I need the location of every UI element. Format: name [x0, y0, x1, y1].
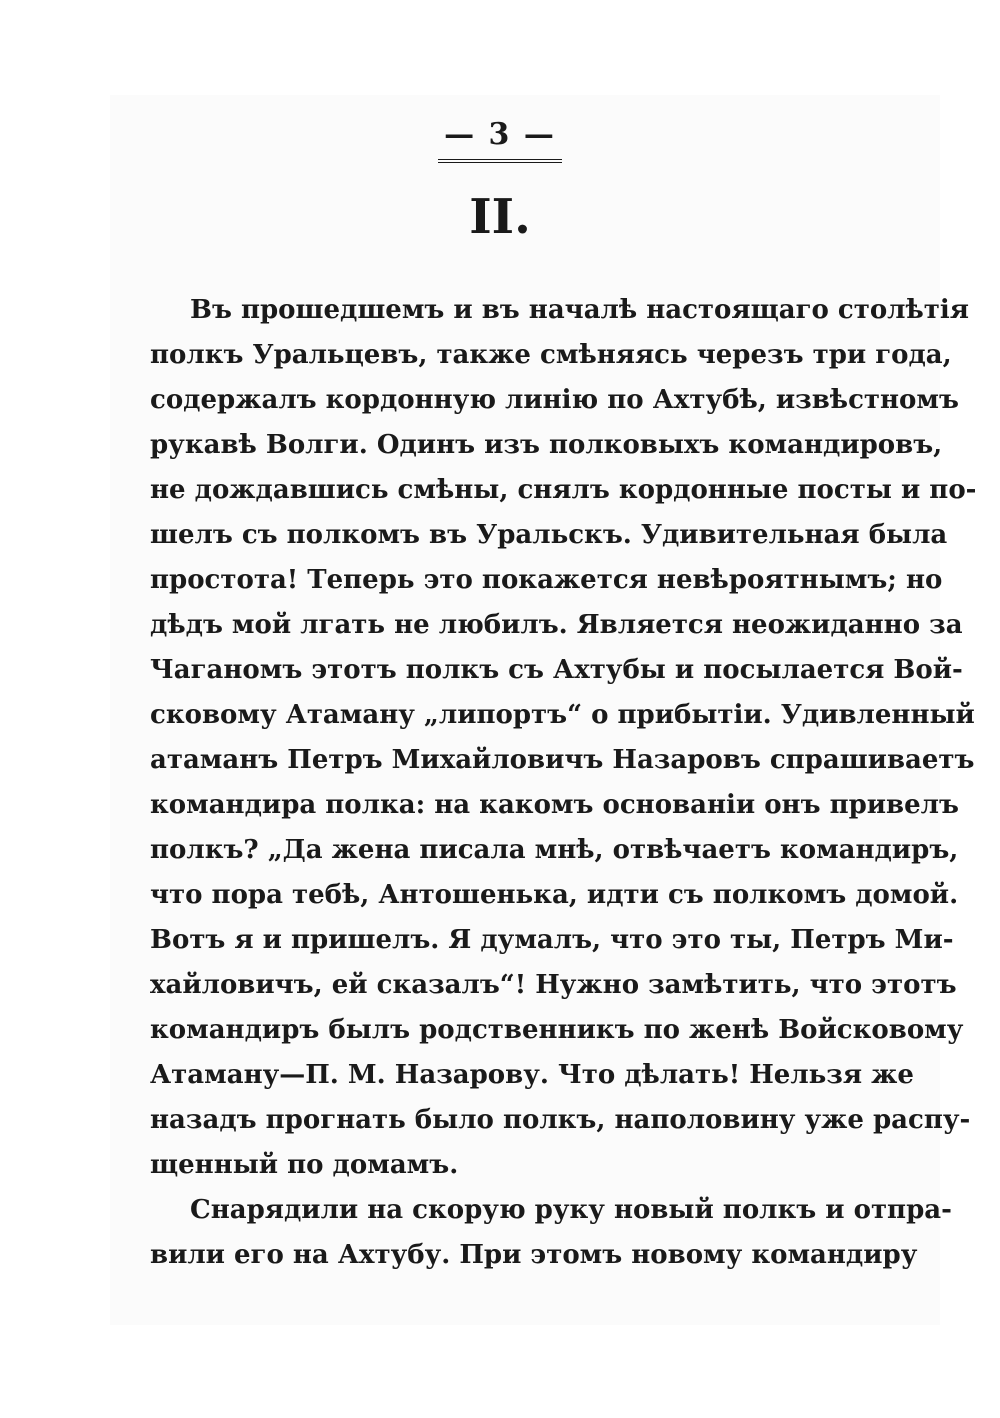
- page-header: [0, 115, 1000, 163]
- text-line: сковому Атаману „липортъ“ о прибытіи. Удивленный: [150, 700, 975, 730]
- text-line: шелъ съ полкомъ въ Уральскъ. Удивительная была: [150, 520, 948, 550]
- text-line: Вотъ я и пришелъ. Я думалъ, что это ты, Петръ Ми-: [150, 925, 954, 955]
- text-line: рукавѣ Волги. Одинъ изъ полковыхъ командировъ,: [150, 430, 943, 460]
- text-line: Атаману—П. М. Назарову. Что дѣлать! Нельзя же: [150, 1060, 914, 1090]
- text-line: простота! Теперь это покажется невѣроятнымъ; но: [150, 565, 943, 595]
- text-line: полкъ Уральцевъ, также смѣняясь черезъ три года,: [150, 340, 952, 370]
- text-line: командиръ былъ родственникъ по женѣ Войсковому: [150, 1015, 964, 1045]
- text-line: не дождавшись смѣны, снялъ кордонные посты и по-: [150, 475, 977, 505]
- text-line: дѣдъ мой лгать не любилъ. Является неожиданно за: [150, 610, 963, 640]
- text-line: хайловичъ, ей сказалъ“! Нужно замѣтить, что этотъ: [150, 970, 957, 1000]
- text-line: что пора тебѣ, Антошенька, идти съ полкомъ домой.: [150, 880, 959, 910]
- text-line: Въ прошедшемъ и въ началѣ настоящаго столѣтія: [190, 295, 969, 325]
- chapter-heading: II.: [469, 189, 531, 245]
- page-number: — 3 —: [438, 115, 562, 163]
- text-line: командира полка: на какомъ основаніи онъ привелъ: [150, 790, 959, 820]
- text-line: Снарядили на скорую руку новый полкъ и отпра-: [190, 1195, 952, 1225]
- text-line: вили его на Ахтубу. При этомъ новому командиру: [150, 1240, 918, 1270]
- text-line: назадъ прогнать было полкъ, наполовину уже распу-: [150, 1105, 971, 1135]
- text-line: полкъ? „Да жена писала мнѣ, отвѣчаетъ командиръ,: [150, 835, 959, 865]
- text-line: атаманъ Петръ Михайловичъ Назаровъ спрашиваетъ: [150, 745, 975, 775]
- text-line: Чаганомъ этотъ полкъ съ Ахтубы и посылается Вой-: [150, 655, 963, 685]
- text-line: содержалъ кордонную линію по Ахтубѣ, извѣстномъ: [150, 385, 959, 415]
- text-line: щенный по домамъ.: [150, 1150, 459, 1180]
